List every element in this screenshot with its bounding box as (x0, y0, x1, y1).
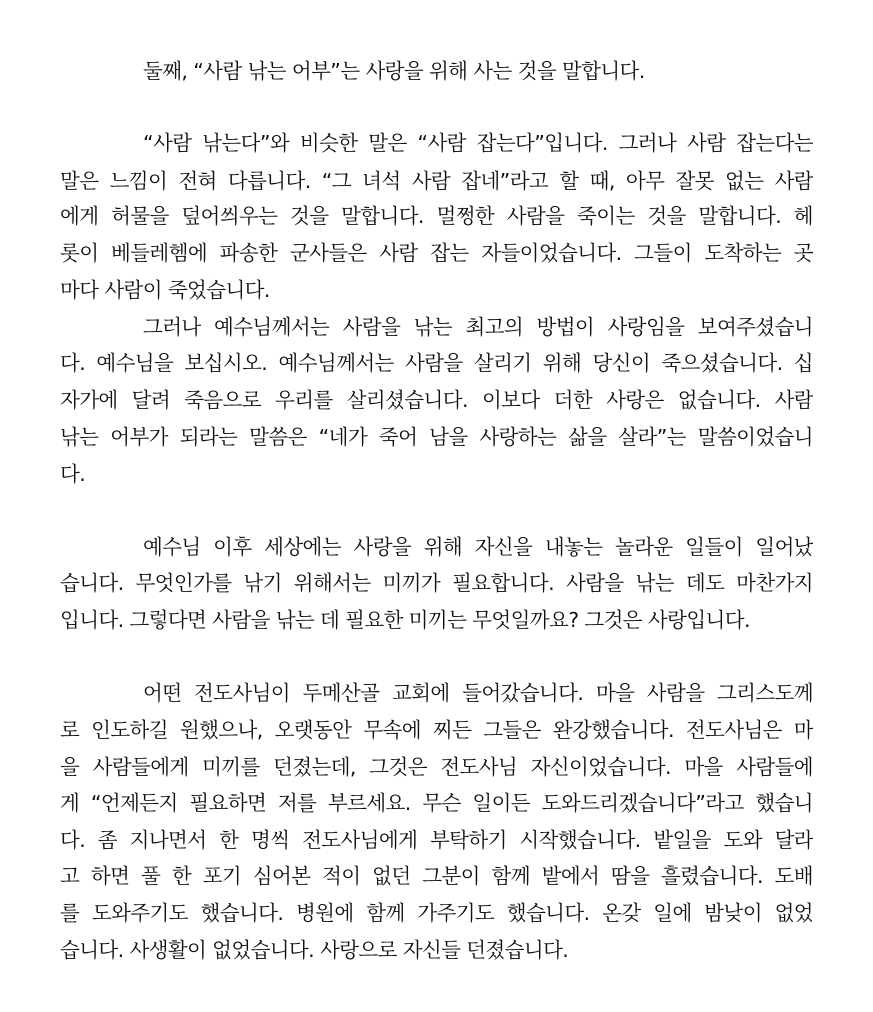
text-line: 로 인도하길 원했으나, 오랫동안 무속에 찌든 그들은 완강했습니다. 전도사님은 마 (60, 718, 813, 742)
text-line: 다. (60, 462, 86, 486)
text-line: 어떤 전도사님이 두메산골 교회에 들어갔습니다. 마을 사람을 그리스도께 (143, 681, 813, 705)
text-line: 그러나 예수님께서는 사람을 낚는 최고의 방법이 사랑임을 보여주셨습니 (143, 315, 813, 339)
text-line: 자가에 달려 죽음으로 우리를 살리셨습니다. 이보다 더한 사랑은 없습니다. 사람 (60, 388, 813, 412)
text-line: 고 하면 풀 한 포기 심어본 적이 없던 그분이 함께 밭에서 땀을 흘렸습니다. 도배 (60, 864, 813, 888)
text-line: 낚는 어부가 되라는 말씀은 “네가 죽어 남을 사랑하는 삶을 살라”는 말씀이었습니 (60, 425, 813, 449)
text-line: “사람 낚는다”와 비슷한 말은 “사람 잡는다”입니다. 그러나 사람 잡는다는 (143, 131, 813, 155)
text-line: 다. 예수님을 보십시오. 예수님께서는 사람을 살리기 위해 당신이 죽으셨습니다. 십 (60, 351, 813, 375)
text-line: 둘째, “사람 낚는 어부”는 사랑을 위해 사는 것을 말합니다. (143, 59, 645, 83)
text-line: 입니다. 그렇다면 사람을 낚는 데 필요한 미끼는 무엇일까요? 그것은 사랑입니다. (60, 608, 750, 632)
text-line: 롯이 베들레헴에 파송한 군사들은 사람 잡는 자들이었습니다. 그들이 도착하는 곳 (60, 241, 813, 265)
text-line: 마다 사람이 죽었습니다. (60, 278, 270, 302)
text-line: 다. 좀 지나면서 한 명씩 전도사님에게 부탁하기 시작했습니다. 밭일을 도와 달라 (60, 828, 813, 852)
text-line: 습니다. 사생활이 없었습니다. 사랑으로 자신들 던졌습니다. (60, 938, 569, 962)
text-line: 게 “언제든지 필요하면 저를 부르세요. 무슨 일이든 도와드리겠습니다”라고 했습니 (60, 791, 813, 815)
text-line: 에게 허물을 덮어씌우는 것을 말합니다. 멀쩡한 사람을 죽이는 것을 말합니다. 헤 (60, 204, 813, 228)
text-line: 을 사람들에게 미끼를 던졌는데, 그것은 전도사님 자신이었습니다. 마을 사람들에 (60, 755, 813, 779)
text-line: 를 도와주기도 했습니다. 병원에 함께 가주기도 했습니다. 온갖 일에 밤낮이 없었 (60, 901, 813, 925)
text-line: 예수님 이후 세상에는 사랑을 위해 자신을 내놓는 놀라운 일들이 일어났 (143, 535, 813, 559)
text-line: 습니다. 무엇인가를 낚기 위해서는 미끼가 필요합니다. 사람을 낚는 데도 마찬가지 (60, 571, 813, 595)
text-line: 말은 느낌이 전혀 다릅니다. “그 녀석 사람 잡네”라고 할 때, 아무 잘못 없는 사람 (60, 169, 813, 193)
